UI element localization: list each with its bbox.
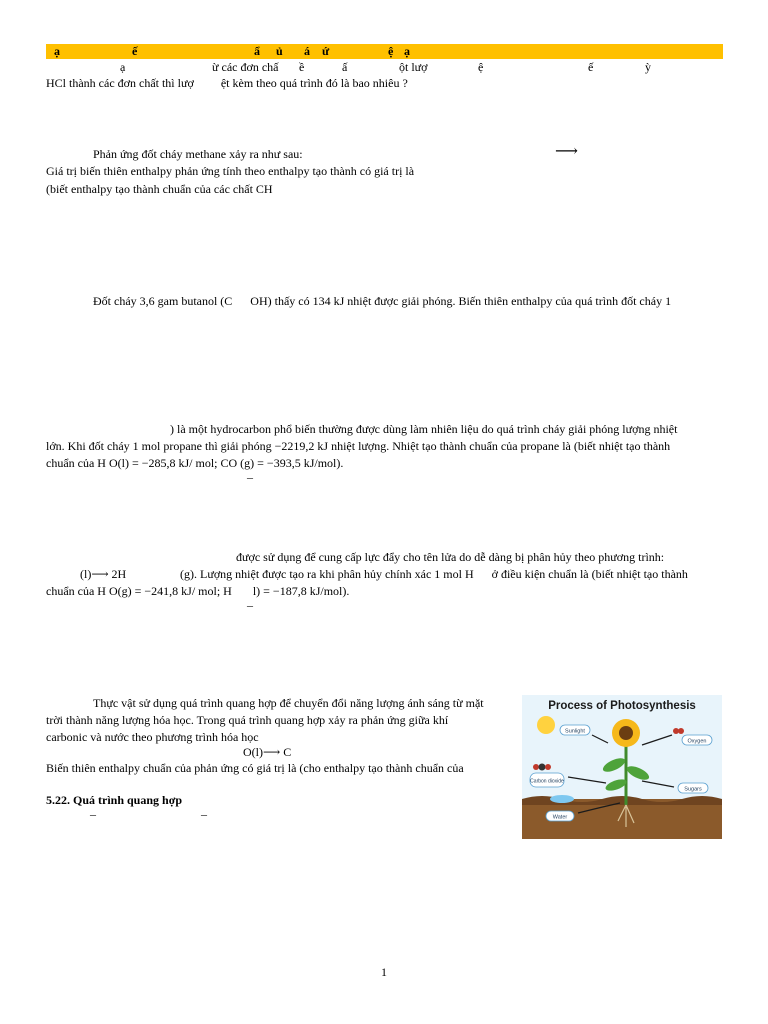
q6-line-1: được sử dụng để cung cấp lực đẩy cho tên lửa do dễ dàng bị phân hủy theo phương trình:	[236, 550, 665, 564]
svg-text:Water: Water	[552, 814, 568, 821]
q2-line-3: (biết enthalpy tạo thành chuẩn của các chất CH	[46, 182, 273, 196]
photosynthesis-figure	[522, 695, 722, 839]
q1-fragment: ệ	[478, 60, 484, 74]
q7-line-5: Biến thiên enthalpy chuẩn của phản ứng có giá trị là (cho enthalpy tạo thành chuẩn của	[46, 761, 464, 775]
q7-dash: –	[90, 807, 96, 821]
q1-fragment: ấ	[342, 60, 348, 74]
label-sunlight	[560, 725, 590, 735]
q6-line-2b: (g). Lượng nhiệt được tạo ra khi phân hủy chính xác 1 mol H ở điều kiện chuẩn là (biết nhiệt tạo thành	[180, 567, 688, 581]
q5-dash: –	[247, 470, 253, 484]
q7-line-1: Thực vật sử dụng quá trình quang hợp để chuyển đổi năng lượng ánh sáng từ mặt	[93, 696, 484, 710]
q7-line-2: trời thành năng lượng hóa học. Trong quá trình quang hợp xảy ra phản ứng giữa khí	[46, 713, 449, 727]
q6-line-3: chuẩn của H O(g) = −241,8 kJ/ mol; H l) = −187,8 kJ/mol).	[46, 584, 350, 598]
banner-fragment: ạ	[54, 44, 60, 58]
svg-text:Carbon dioxide: Carbon dioxide	[530, 778, 564, 785]
label-sugars	[678, 783, 708, 793]
svg-text:Sunlight: Sunlight	[565, 728, 585, 735]
q5-line-1: ) là một hydrocarbon phổ biến thường được dùng làm nhiên liệu do quá trình cháy giải phóng lượng nhiệt	[170, 422, 678, 436]
banner-fragment: ệ	[388, 44, 394, 58]
photosynthesis-illustration	[522, 695, 722, 839]
page-number: 1	[381, 965, 387, 979]
svg-text:Sugars: Sugars	[684, 786, 702, 793]
banner-fragment: ế	[132, 44, 138, 58]
q7-line-4: O(l)⟶ C	[243, 745, 292, 759]
q4-line-1: Đốt cháy 3,6 gam butanol (C OH) thấy có 134 kJ nhiệt được giải phóng. Biến thiên enthalpy của quá trình đốt cháy 1	[93, 294, 672, 308]
reaction-arrow: ⟶	[555, 143, 578, 160]
q1-fragment: ỳ	[645, 60, 651, 74]
q5-line-3: chuẩn của H O(l) = −285,8 kJ/ mol; CO (g) = −393,5 kJ/mol).	[46, 456, 344, 470]
banner-fragment: ạ	[404, 44, 410, 58]
q1-fragment: ế	[588, 60, 594, 74]
banner-fragment: ủ	[276, 44, 283, 58]
q1-fragment: ề	[299, 60, 305, 74]
q5-line-2: lớn. Khi đốt cháy 1 mol propane thì giải phóng −2219,2 kJ nhiệt lượng. Nhiệt tạo thành chuẩn của propane là (biết nhiệt tạo thành	[46, 439, 671, 453]
q2-line-1: Phản ứng đốt cháy methane xảy ra như sau:	[93, 147, 303, 161]
q6-line-2a: (l)⟶ 2H	[80, 567, 127, 581]
figure-title: Process of Photosynthesis	[548, 700, 696, 712]
highlight-banner	[46, 44, 723, 59]
svg-text:Oxygen: Oxygen	[687, 738, 707, 745]
q1-fragment: ừ các đơn chấ	[212, 60, 279, 74]
q1-fragment: ạ	[120, 60, 126, 74]
q7-line-3: carbonic và nước theo phương trình hóa học	[46, 730, 259, 744]
banner-fragment: ứ	[322, 44, 330, 58]
q7-dash: –	[201, 807, 207, 821]
q1-line-2: HCl thành các đơn chất thì lượ ệt kèm theo quá trình đó là bao nhiêu ?	[46, 76, 408, 90]
q6-dash: –	[247, 598, 253, 612]
q1-fragment: ột lượ	[399, 60, 428, 74]
sun-icon	[537, 716, 555, 734]
banner-fragment: á	[304, 44, 310, 58]
sunflower-head	[612, 719, 640, 747]
q2-line-2: Giá trị biến thiên enthalpy phản ứng tính theo enthalpy tạo thành có giá trị là	[46, 164, 415, 178]
banner-fragment: ẩ	[254, 44, 260, 58]
section-heading: 5.22. Quá trình quang hợp	[46, 793, 183, 807]
